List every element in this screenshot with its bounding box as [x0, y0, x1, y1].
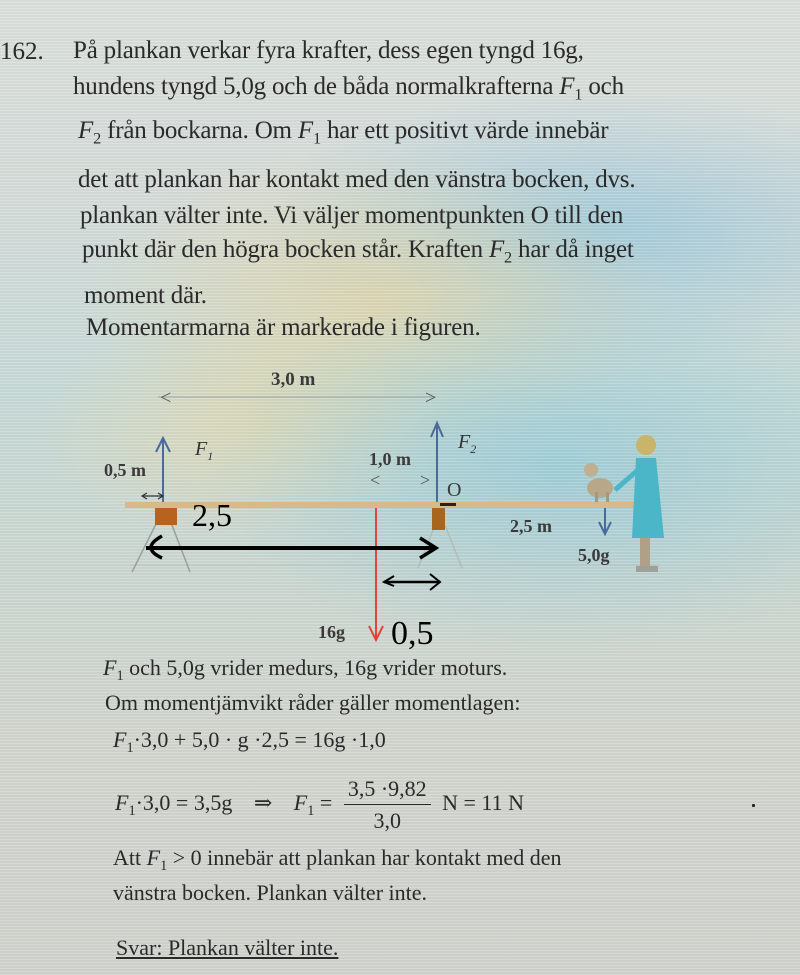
handwritten-2-5: 2,5 [192, 497, 232, 533]
solution-line-1: $F_1$ och 5,0g vrider medurs, 16g vrider moturs. [103, 655, 508, 684]
offset-arrow [142, 493, 163, 499]
solution-line-4: Att $F_1 > 0$ innebär att plankan har kontakt med den [113, 845, 562, 874]
label-5-0g: 5,0g [578, 545, 610, 565]
handwritten-0-5: 0,5 [391, 615, 434, 650]
problem-line-3: $F_2$ från bockarna. Om $F_1$ har ett positivt värde innebär [78, 117, 609, 148]
right-chevron-icon: > [420, 470, 431, 490]
label-0-5m: 0,5 m [104, 460, 146, 480]
problem-line-2: hundens tyngd 5,0g och de båda normalkrafterna $F_1$ och [73, 73, 624, 104]
dog-weight-arrow [599, 508, 611, 534]
problem-number: 162. [0, 38, 44, 65]
equation-2: $F_1\cdot 3,0 = 3,5g$ ⇒ $F_1$ = $\frac{3,5 \cdot 9,82}{3,0}$ N = 11 N [115, 776, 525, 833]
speck [752, 804, 755, 807]
right-chevron-icon: > [425, 387, 437, 409]
dimension-3m [158, 369, 436, 409]
solution-line-2: Om momentjämvikt råder gäller momentlagen: [105, 690, 521, 715]
pivot-mark [440, 503, 456, 506]
left-chevron-icon: < [370, 470, 381, 490]
handwritten-short-arm [384, 574, 440, 650]
symbol-f2: $F_2$ [78, 117, 102, 148]
symbol-f1: $F_1$ [559, 73, 583, 104]
label-2-5m: 2,5 m [510, 516, 552, 536]
f1-arrow [156, 438, 213, 502]
answer: Svar: Plankan välter inte. [116, 935, 339, 960]
problem-line-1: På plankan verkar fyra krafter, dess egen tyngd 16g, [73, 37, 584, 64]
label-f2: $F_2$ [458, 431, 477, 456]
plank-diagram [0, 350, 800, 650]
problem-line-8: Momentarmarna är markerade i figuren. [86, 314, 481, 341]
equation-1: $F_1\cdot 3,0 + 5,0 \cdot g \cdot 2,5 = 16g \cdot 1,0$ [113, 727, 386, 756]
problem-line-7: moment där. [84, 282, 207, 309]
fraction: $\frac{3,5 \cdot 9,82}{3,0}$ [344, 776, 431, 834]
problem-line-4: det att plankan har kontakt med den vänstra bocken, dvs. [78, 166, 636, 193]
label-16g: 16g [318, 622, 345, 642]
label-1-0m: 1,0 m [369, 449, 411, 469]
symbol-f1: $F_1$ [297, 117, 321, 148]
solution-line-5: vänstra bocken. Plankan välter inte. [113, 880, 428, 905]
symbol-f2: $F_2$ [488, 236, 512, 267]
plank-weight-arrow [369, 508, 383, 640]
label-pivot-o: O [447, 479, 462, 501]
label-f1: $F_1$ [195, 438, 214, 463]
dog-illustration [584, 463, 613, 502]
problem-line-6: punkt där den högra bocken står. Kraften $F_2$ har då inget [82, 236, 634, 267]
label-3m: 3,0 m [271, 369, 316, 390]
problem-line-5: plankan välter inte. Vi väljer momentpunkten O till den [80, 202, 624, 229]
right-trestle [418, 502, 462, 568]
left-chevron-icon: < [160, 387, 172, 409]
